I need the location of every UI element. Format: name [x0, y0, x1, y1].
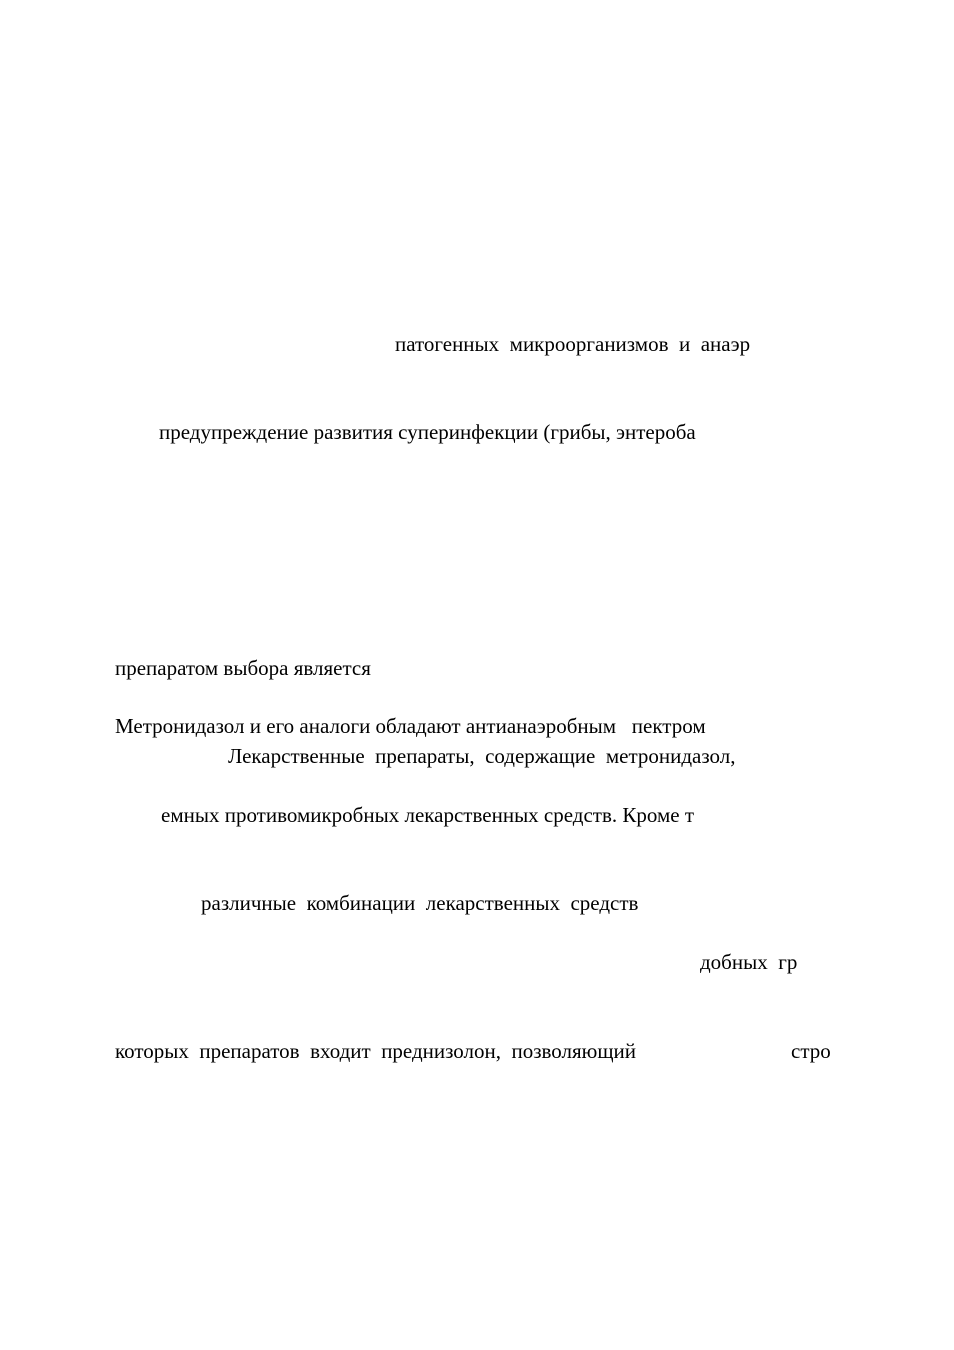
- text-line-9: которых препаратов входит преднизолон, позволяющий: [115, 1039, 637, 1063]
- text-line-3: препаратом выбора является: [115, 656, 371, 680]
- text-line-7: различные комбинации лекарственных средств: [201, 891, 639, 915]
- text-line-8: добных гр: [700, 950, 798, 974]
- text-line-6: емных противомикробных лекарственных средств. Кроме т: [161, 803, 695, 827]
- text-line-1: патогенных микроорганизмов и анаэр: [395, 332, 751, 356]
- text-line-4: Метронидазол и его аналоги обладают антианаэробным пектром: [115, 714, 706, 738]
- text-line-10: стро: [791, 1039, 831, 1063]
- text-line-5: Лекарственные препараты, содержащие метронидазол,: [228, 744, 736, 768]
- text-line-2: предупреждение развития суперинфекции (грибы, энтероба: [159, 420, 696, 444]
